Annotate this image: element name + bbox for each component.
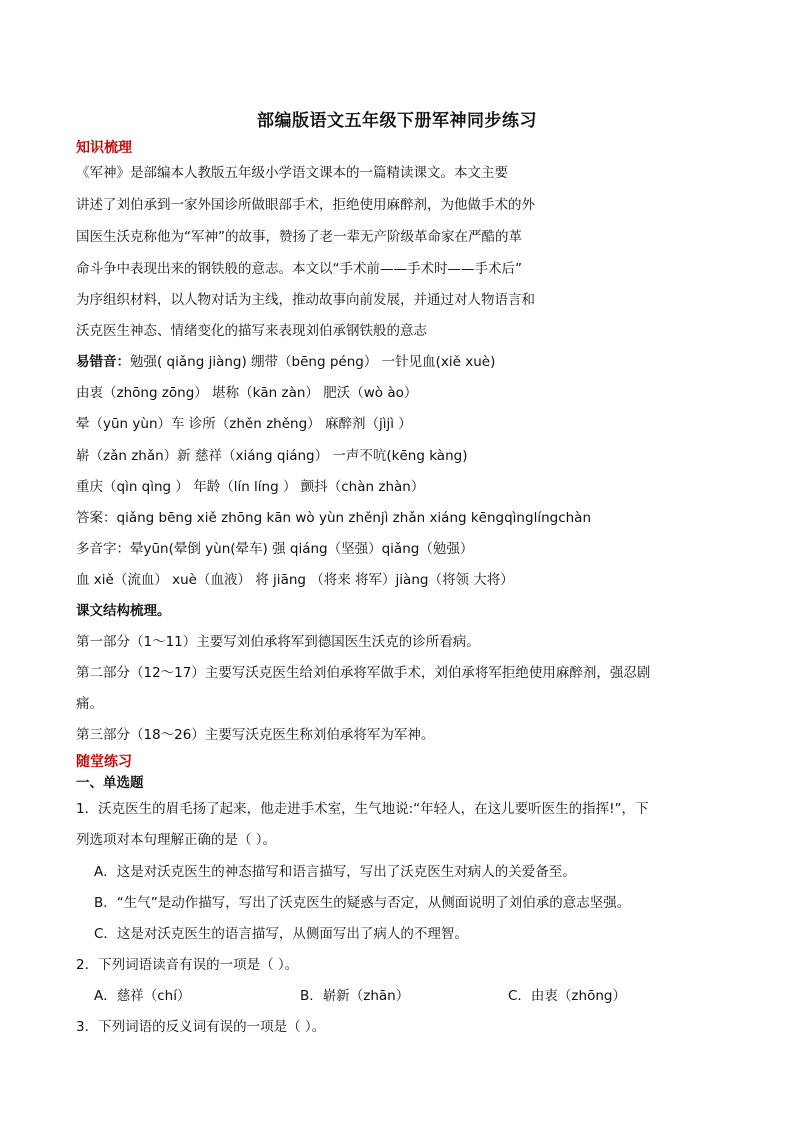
pronunciation-line xyxy=(76,352,495,372)
pronunciation-label: 易错音： xyxy=(76,354,130,370)
structure-part: 第一部分（1～11）主要写刘伯承将军到德国医生沃克的诊所看病。 xyxy=(76,634,480,650)
q1-option-a: A．这是对沃克医生的神态描写和语言描写，写出了沃克医生对病人的关爱备至。 xyxy=(94,864,576,880)
q2-option-c: C．由衷（zhōng） xyxy=(508,988,626,1004)
section-heading-practice: 随堂练习 xyxy=(76,754,132,770)
intro-line: 讲述了刘伯承到一家外国诊所做眼部手术，拒绝使用麻醉剂，为他做手术的外 xyxy=(76,197,535,213)
intro-line: 国医生沃克称他为“军神”的故事，赞扬了老一辈无产阶级革命家在严酷的革 xyxy=(76,229,522,245)
pronunciation-line: 崭（zǎn zhǎn）新 慈祥（xiáng qiáng） 一声不吭(kēng kàng) xyxy=(76,448,468,464)
question-2: 2．下列词语读音有误的一项是（ ）。 xyxy=(76,957,299,973)
intro-line: 命斗争中表现出来的钢铁般的意志。本文以“手术前——手术时——手术后” xyxy=(76,261,522,277)
q1-option-b: B．“生气”是动作描写，写出了沃克医生的疑惑与否定，从侧面说明了刘伯承的意志坚强。 xyxy=(94,895,631,911)
q2-option-a: A．慈祥（chí） xyxy=(94,988,191,1004)
structure-part: 第二部分（12～17）主要写沃克医生给刘伯承将军做手术，刘伯承将军拒绝使用麻醉剂，强忍剧 xyxy=(76,665,651,681)
structure-part: 痛。 xyxy=(76,696,103,712)
intro-line: 为序组织材料，以人物对话为主线，推动故事向前发展，并通过对人物语言和 xyxy=(76,292,535,308)
question-1: 1．沃克医生的眉毛扬了起来，他走进手术室，生气地说:“年轻人，在这儿要听医生的指挥!”，下 xyxy=(76,801,649,817)
question-3: 3．下列词语的反义词有误的一项是（ ）。 xyxy=(76,1019,326,1035)
polyphone-line: 血 xiě（流血） xuè（血液） 将 jiāng （将来 将军）jiàng（将领 大将） xyxy=(76,572,514,588)
q1-option-c: C．这是对沃克医生的语言描写，从侧面写出了病人的不理智。 xyxy=(94,926,468,942)
polyphone-line: 多音字：晕yūn(晕倒 yùn(晕车) 强 qiáng（坚强）qiǎng（勉强） xyxy=(76,541,474,557)
pronunciation-line: 重庆（qìn qìng ） 年龄（lín líng ） 颤抖（chàn zhàn） xyxy=(76,479,425,495)
question-1-cont: 列选项对本句理解正确的是（ ）。 xyxy=(76,832,277,848)
intro-line: 沃克医生神态、情绪变化的描写来表现刘伯承钢铁般的意志 xyxy=(76,323,427,339)
intro-line: 《军神》是部编本人教版五年级小学语文课本的一篇精读课文。本文主要 xyxy=(76,165,508,181)
answer-line: 答案：qiǎng bēng xiě zhōng kān wò yùn zhěnjì zhǎn xiáng kēngqìnglíngchàn xyxy=(76,510,591,526)
structure-heading: 课文结构梳理。 xyxy=(76,603,171,619)
pronunciation-line: 由衷（zhōng zōng） 堪称（kān zàn） 肥沃（wò ào） xyxy=(76,385,418,401)
pronunciation-text: 勉强( qiǎng jiàng) 绷带（bēng péng） 一针见血(xiě xuè) xyxy=(130,354,496,370)
q2-option-b: B．崭新（zhān） xyxy=(300,988,410,1004)
pronunciation-line: 晕（yūn yùn）车 诊所（zhěn zhěng） 麻醉剂（jìjì ） xyxy=(76,416,412,432)
page-title: 部编版语文五年级下册军神同步练习 xyxy=(257,111,537,131)
section-heading-knowledge: 知识梳理 xyxy=(76,140,132,156)
exercise-heading: 一、单选题 xyxy=(76,775,144,791)
structure-part: 第三部分（18～26）主要写沃克医生称刘伯承将军为军神。 xyxy=(76,727,435,743)
